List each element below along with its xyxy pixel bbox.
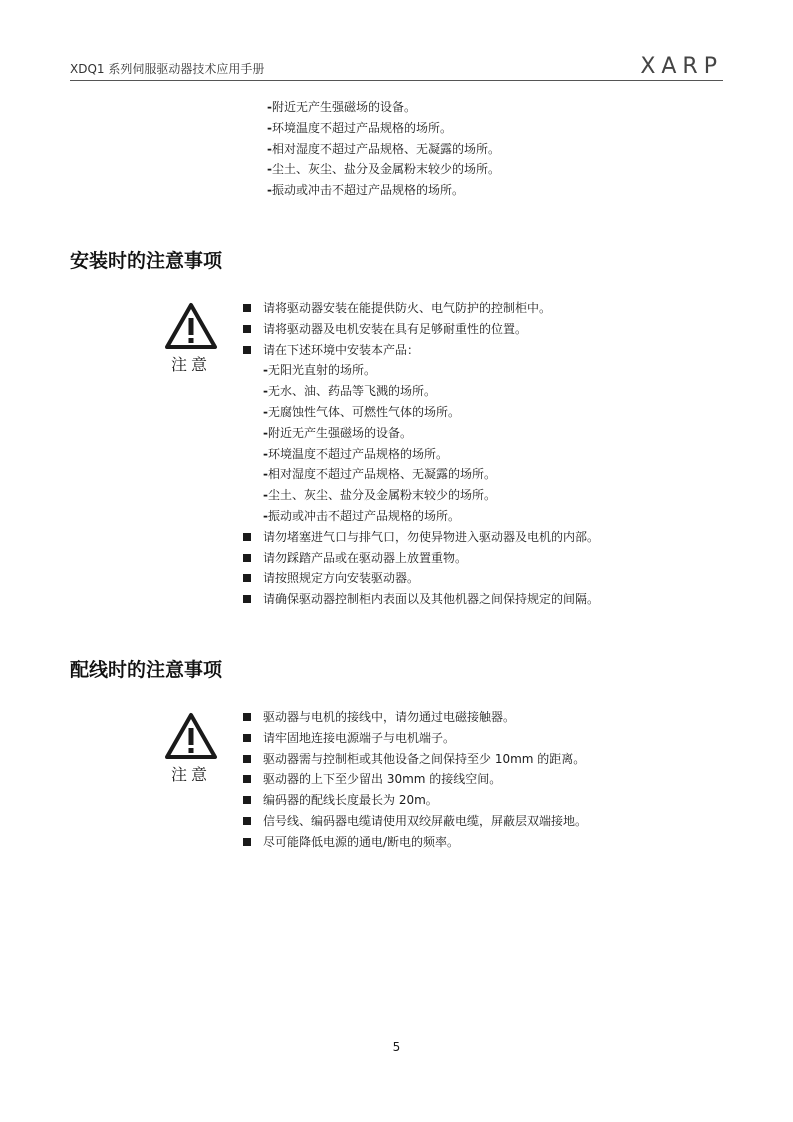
list-item: 信号线、编码器电缆请使用双绞屏蔽电缆，屏蔽层双端接地。: [243, 811, 587, 832]
list-item: 请牢固地连接电源端子与电机端子。: [243, 728, 587, 749]
list-item: - 环境温度不超过产品规格的场所。: [267, 118, 500, 139]
install-caution: [161, 302, 221, 375]
list-item: 请在下述环境中安装本产品：: [243, 340, 599, 361]
caution-label: 注意: [170, 765, 211, 784]
install-list: [243, 298, 599, 610]
list-item: - 附近无产生强磁场的设备。: [243, 423, 599, 444]
list-item: 请勿堵塞进气口与排气口，勿使异物进入驱动器及电机的内部。: [243, 527, 599, 548]
top-condition-list: [267, 97, 500, 201]
list-item: 请将驱动器及电机安装在具有足够耐重性的位置。: [243, 319, 599, 340]
list-item: - 相对湿度不超过产品规格、无凝露的场所。: [243, 464, 599, 485]
list-item: 请按照规定方向安装驱动器。: [243, 568, 599, 589]
page-header: [70, 54, 723, 80]
list-item: - 尘土、灰尘、盐分及金属粉末较少的场所。: [267, 159, 500, 180]
list-item: 尽可能降低电源的通电/断电的频率。: [243, 832, 587, 853]
list-item: 编码器的配线长度最长为 20m。: [243, 790, 587, 811]
list-item: - 尘土、灰尘、盐分及金属粉末较少的场所。: [243, 485, 599, 506]
header-divider: [70, 80, 723, 81]
list-item: - 振动或冲击不超过产品规格的场所。: [267, 180, 500, 201]
install-section-title: 安装时的注意事项: [70, 250, 223, 272]
list-item: - 附近无产生强磁场的设备。: [267, 97, 500, 118]
list-item: - 振动或冲击不超过产品规格的场所。: [243, 506, 599, 527]
list-item: 请将驱动器安装在能提供防火、电气防护的控制柜中。: [243, 298, 599, 319]
wiring-section-title: 配线时的注意事项: [70, 659, 223, 681]
list-item: 请确保驱动器控制柜内表面以及其他机器之间保持规定的间隔。: [243, 589, 599, 610]
warning-triangle-icon: [164, 302, 218, 350]
list-item: - 环境温度不超过产品规格的场所。: [243, 444, 599, 465]
wiring-list: [243, 707, 587, 853]
brand-logo: XARP: [640, 54, 723, 79]
list-item: 驱动器需与控制柜或其他设备之间保持至少 10mm 的距离。: [243, 749, 587, 770]
list-item: - 无水、油、药品等飞溅的场所。: [243, 381, 599, 402]
page-number: 5: [392, 1040, 401, 1054]
list-item: - 无阳光直射的场所。: [243, 360, 599, 381]
list-item: - 无腐蚀性气体、可燃性气体的场所。: [243, 402, 599, 423]
caution-label: 注意: [170, 355, 211, 374]
list-item: 请勿踩踏产品或在驱动器上放置重物。: [243, 548, 599, 569]
list-item: 驱动器的上下至少留出 30mm 的接线空间。: [243, 769, 587, 790]
list-item: - 相对湿度不超过产品规格、无凝露的场所。: [267, 139, 500, 160]
wiring-caution: [161, 712, 221, 785]
header-title: XDQ1 系列伺服驱动器技术应用手册: [70, 62, 265, 76]
list-item: 驱动器与电机的接线中，请勿通过电磁接触器。: [243, 707, 587, 728]
warning-triangle-icon: [164, 712, 218, 760]
